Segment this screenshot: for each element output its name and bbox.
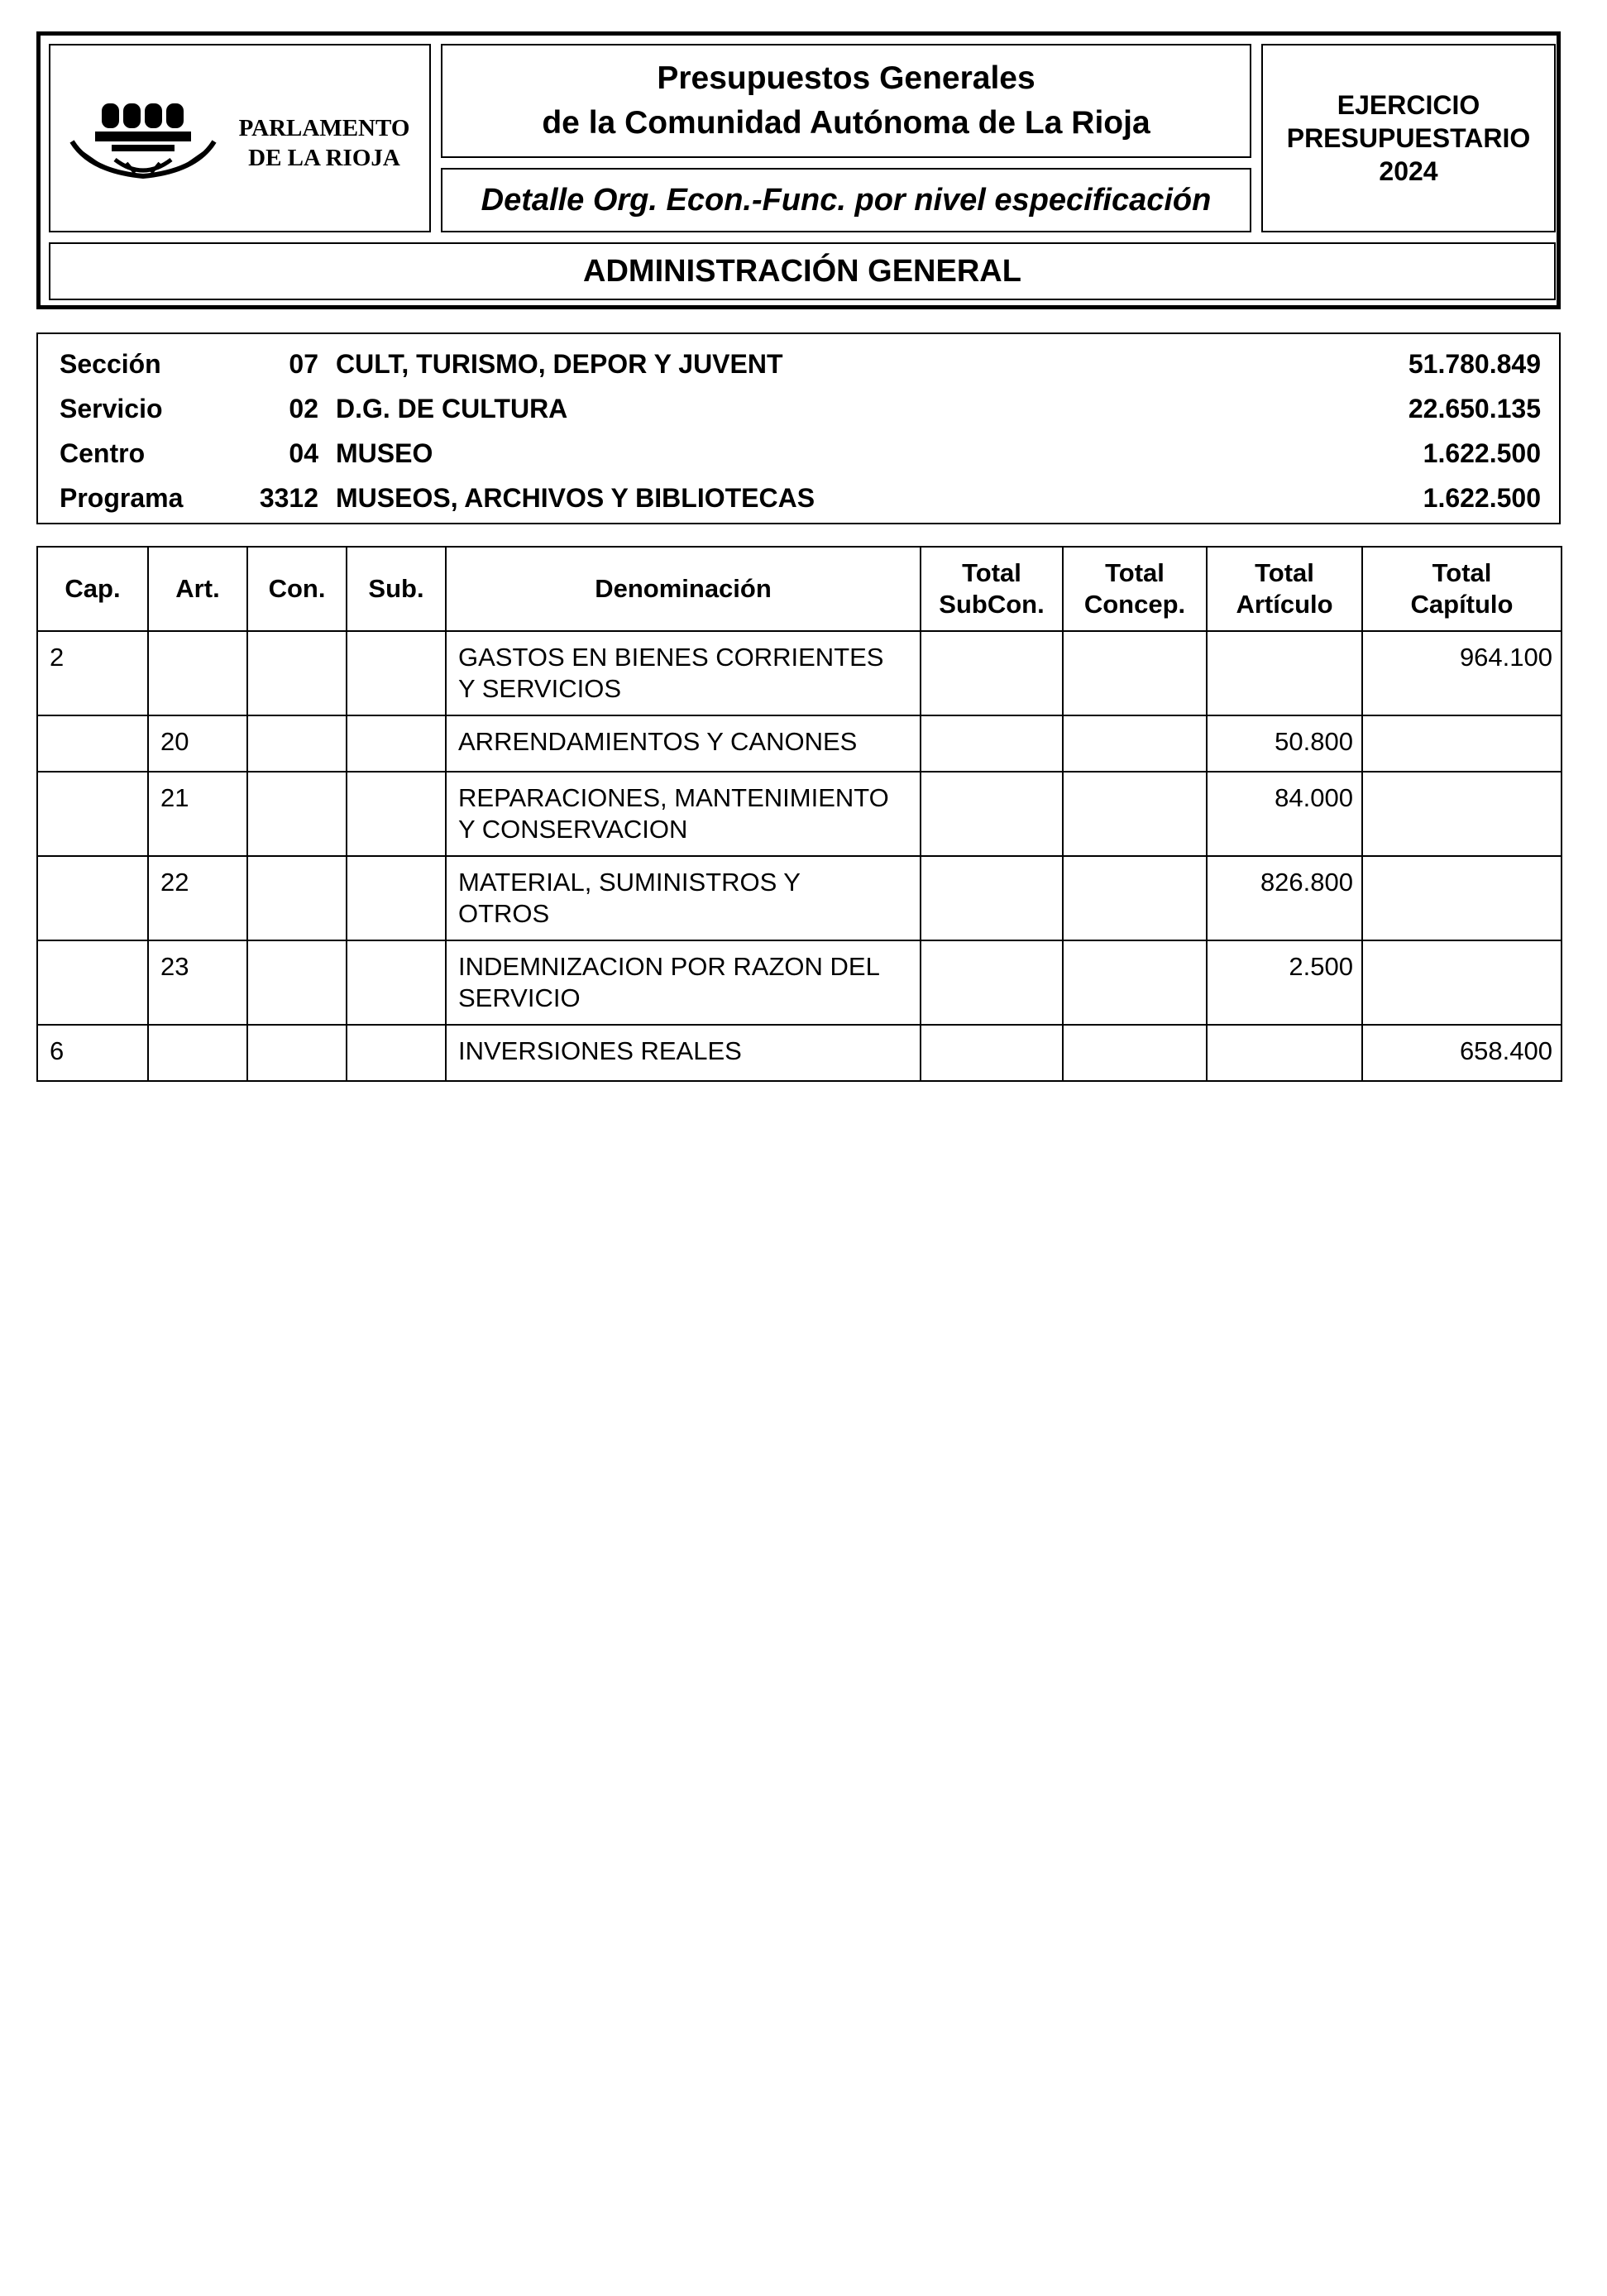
cell-total-capitulo: 658.400 [1362,1025,1562,1081]
denominacion-line: INVERSIONES REALES [458,1036,742,1065]
header-total-subcon [921,547,1063,631]
budget-table [36,546,1562,1082]
info-name: MUSEO [336,438,433,468]
cell-art: 20 [148,715,247,772]
info-code: 02 [289,394,318,423]
title-line2: de la Comunidad Autónoma de La Rioja [542,105,1150,141]
cell-total-capitulo [1362,715,1562,772]
title-line1: Presupuestos Generales [657,60,1035,96]
denominacion-line: Y CONSERVACION [458,815,688,844]
header-denominacion: Denominación [446,547,921,631]
cell-sub [347,856,446,940]
cell-art [148,1025,247,1081]
info-amount: 1.622.500 [1423,438,1541,468]
cell-total-articulo: 826.800 [1207,856,1362,940]
document-header [36,31,1561,309]
fiscal-year-line1: EJERCICIO [1337,90,1480,120]
cell-cap [37,856,148,940]
cell-sub [347,940,446,1025]
cell-total-subcon [921,856,1063,940]
cell-denominacion [446,772,921,856]
cell-total-capitulo [1362,856,1562,940]
header-line: Capítulo [1410,590,1514,619]
denominacion-line: REPARACIONES, MANTENIMIENTO [458,783,889,812]
subtitle-box [441,168,1251,232]
administration-title: ADMINISTRACIÓN GENERAL [583,253,1021,289]
cell-sub [347,715,446,772]
cell-total-concep [1063,772,1207,856]
info-label: Servicio [60,394,163,423]
header-con: Con. [247,547,347,631]
report-subtitle: Detalle Org. Econ.-Func. por nivel especificación [481,182,1212,218]
info-row-seccion [38,341,1559,385]
header-line: Total [962,558,1021,587]
cell-art: 22 [148,856,247,940]
cell-denominacion [446,940,921,1025]
title-box [441,44,1251,158]
parliament-name-line1: PARLAMENTO [238,115,410,141]
cell-con [247,940,347,1025]
parliament-name [222,113,426,173]
info-name: D.G. DE CULTURA [336,394,568,423]
header-total-capitulo [1362,547,1562,631]
cell-art [148,631,247,715]
cell-cap [37,715,148,772]
header-line: Total [1105,558,1165,587]
cell-denominacion [446,715,921,772]
budget-info-block [36,332,1561,524]
info-code: 07 [289,349,318,379]
fiscal-year-box [1261,44,1556,232]
header-sub: Sub. [347,547,446,631]
cell-total-capitulo [1362,940,1562,1025]
cell-denominacion [446,1025,921,1081]
cell-sub [347,1025,446,1081]
table-header-row [37,547,1562,631]
header-line: Total [1255,558,1314,587]
cell-denominacion [446,856,921,940]
cell-con [247,856,347,940]
denominacion-line: INDEMNIZACION POR RAZON DEL [458,952,880,981]
cell-total-subcon [921,715,1063,772]
info-name: MUSEOS, ARCHIVOS Y BIBLIOTECAS [336,483,815,513]
header-art: Art. [148,547,247,631]
info-row-servicio [38,385,1559,430]
parliament-name-line2: DE LA RIOJA [248,145,400,171]
header-line: Artículo [1236,590,1333,619]
info-amount: 1.622.500 [1423,483,1541,513]
cell-total-subcon [921,631,1063,715]
header-line: Total [1432,558,1492,587]
info-code: 3312 [259,483,318,513]
cell-total-concep [1063,1025,1207,1081]
cell-total-subcon [921,940,1063,1025]
cell-total-concep [1063,856,1207,940]
cell-total-capitulo [1362,772,1562,856]
cell-sub [347,772,446,856]
cell-total-articulo: 50.800 [1207,715,1362,772]
info-name: CULT, TURISMO, DEPOR Y JUVENT [336,349,783,379]
logo-box [49,44,431,232]
cell-con [247,1025,347,1081]
cell-total-articulo: 84.000 [1207,772,1362,856]
cell-denominacion [446,631,921,715]
table-row [37,772,1562,856]
info-amount: 51.780.849 [1408,349,1541,379]
table-row [37,715,1562,772]
cell-total-concep [1063,631,1207,715]
cell-total-capitulo: 964.100 [1362,631,1562,715]
denominacion-line: Y SERVICIOS [458,674,621,703]
cell-cap [37,940,148,1025]
denominacion-line: OTROS [458,899,550,928]
denominacion-line: ARRENDAMIENTOS Y CANONES [458,727,858,756]
cell-total-subcon [921,772,1063,856]
denominacion-line: SERVICIO [458,983,581,1012]
cell-total-subcon [921,1025,1063,1081]
cell-total-concep [1063,715,1207,772]
cell-cap: 2 [37,631,148,715]
parliament-emblem-icon [65,80,222,188]
header-line: SubCon. [939,590,1045,619]
cell-total-articulo: 2.500 [1207,940,1362,1025]
cell-con [247,772,347,856]
header-total-articulo [1207,547,1362,631]
cell-art: 21 [148,772,247,856]
cell-cap: 6 [37,1025,148,1081]
table-row [37,940,1562,1025]
info-label: Centro [60,438,146,468]
cell-cap [37,772,148,856]
cell-total-articulo [1207,631,1362,715]
info-row-programa [38,475,1559,519]
cell-total-concep [1063,940,1207,1025]
info-code: 04 [289,438,318,468]
info-label: Programa [60,483,184,513]
administration-box [49,242,1556,300]
info-label: Sección [60,349,161,379]
cell-con [247,631,347,715]
info-row-centro [38,430,1559,475]
fiscal-year-line2: PRESUPUESTARIO [1286,123,1531,153]
cell-total-articulo [1207,1025,1362,1081]
cell-con [247,715,347,772]
cell-art: 23 [148,940,247,1025]
denominacion-line: GASTOS EN BIENES CORRIENTES [458,643,884,672]
header-line: Concep. [1083,590,1186,619]
header-total-concep [1063,547,1207,631]
info-amount: 22.650.135 [1408,394,1541,423]
cell-sub [347,631,446,715]
table-row [37,1025,1562,1081]
fiscal-year-value: 2024 [1379,156,1438,186]
header-cap: Cap. [37,547,148,631]
table-row [37,631,1562,715]
table-row [37,856,1562,940]
denominacion-line: MATERIAL, SUMINISTROS Y [458,868,801,897]
